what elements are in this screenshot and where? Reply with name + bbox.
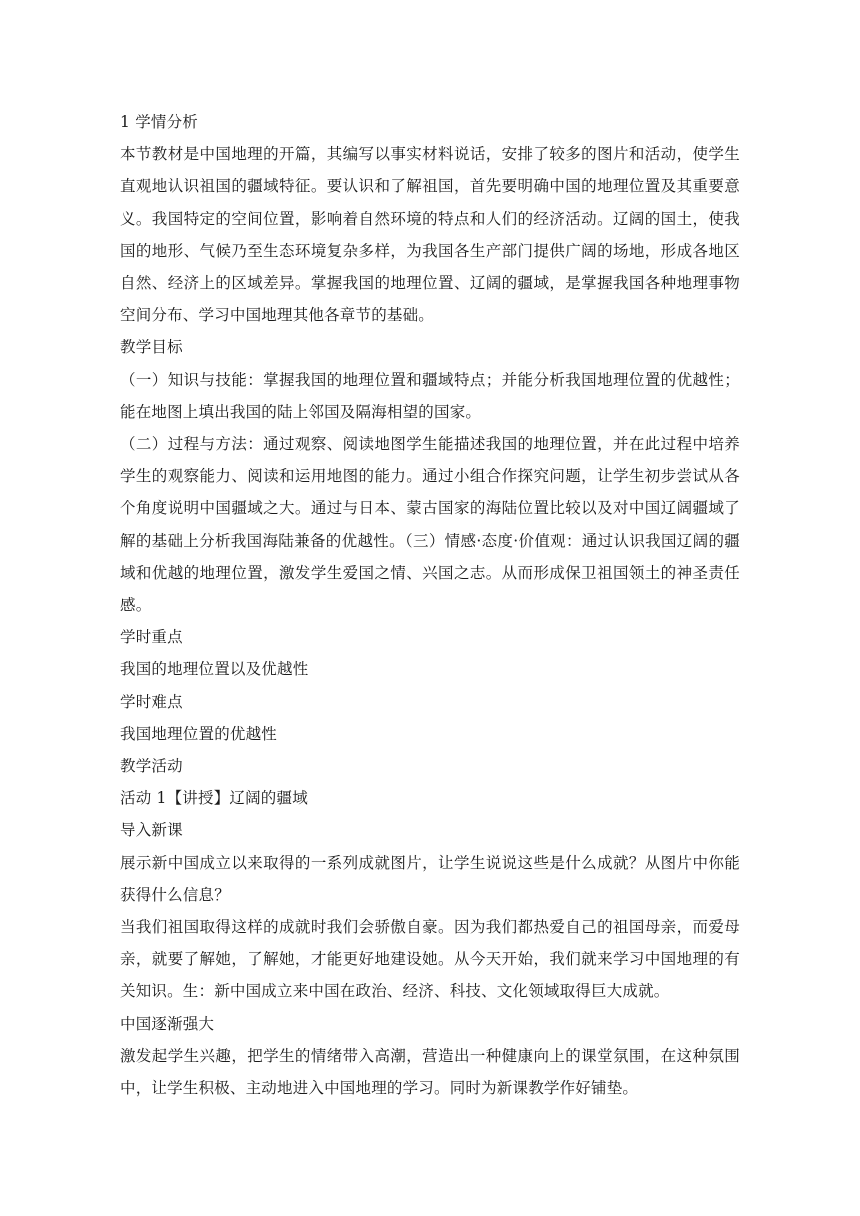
section-heading-intro: 导入新课 [120,821,183,840]
section-heading-stronger: 中国逐渐强大 [120,1014,215,1033]
document-body [120,106,740,1104]
intro-paragraph-2: 当我们祖国取得这样的成就时我们会骄傲自豪。因为我们都热爱自己的祖国母亲，而爱母亲，就要了解她，了解她，才能更好地建设她。从今天开始，我们就来学习中国地理的有关知识。生：新中国成立来中国在政治、经济、科技、文化领域取得巨大成就。 [120,918,740,1001]
intro-paragraph-1: 展示新中国成立以来取得的一系列成就图片，让学生说说这些是什么成就？从图片中你能获得什么信息？ [120,853,740,904]
section-heading-analysis: 1 学情分析 [120,113,198,131]
section-heading-key-point: 学时重点 [120,628,183,647]
section-heading-activities: 教学活动 [120,757,183,776]
key-point-text: 我国的地理位置以及优越性 [120,660,309,679]
objective-process: （二）过程与方法：通过观察、阅读地图学生能描述我国的地理位置，并在此过程中培养学生的观察能力、阅读和运用地图的能力。通过小组合作探究问题，让学生初步尝试从各个角度说明中国疆域之大。通过与日本、蒙古国家的海陆位置比较以及对中国辽阔疆域了解的基础上分析我国海陆兼备的优越性。（三）情感·态度·价值观：通过认识我国辽阔的疆域和优越的地理位置，激发学生爱国之情、兴国之志。从而形成保卫祖国领土的神圣责任感。 [120,435,740,615]
objective-knowledge: （一）知识与技能：掌握我国的地理位置和疆域特点；并能分析我国地理位置的优越性；能在地图上填出我国的陆上邻国及隔海相望的国家。 [120,370,740,421]
section-heading-difficulty: 学时难点 [120,692,183,711]
difficulty-text: 我国地理位置的优越性 [120,724,278,743]
closing-paragraph: 激发起学生兴趣，把学生的情绪带入高潮，营造出一种健康向上的课堂氛围，在这种氛围中，让学生积极、主动地进入中国地理的学习。同时为新课教学作好铺垫。 [120,1046,740,1098]
section-heading-objectives: 教学目标 [120,338,183,357]
analysis-paragraph: 本节教材是中国地理的开篇，其编写以事实材料说话，安排了较多的图片和活动，使学生直观地认识祖国的疆域特征。要认识和了解祖国，首先要明确中国的地理位置及其重要意义。我国特定的空间位置，影响着自然环境的特点和人们的经济活动。辽阔的国土，使我国的地形、气候乃至生态环境复杂多样，为我国各生产部门提供广阔的场地，形成各地区自然、经济上的区域差异。掌握我国的地理位置、辽阔的疆域，是掌握我国各种地理事物空间分布、学习中国地理其他各章节的基础。 [120,145,740,325]
activity-title: 活动 1【讲授】辽阔的疆域 [120,789,308,808]
